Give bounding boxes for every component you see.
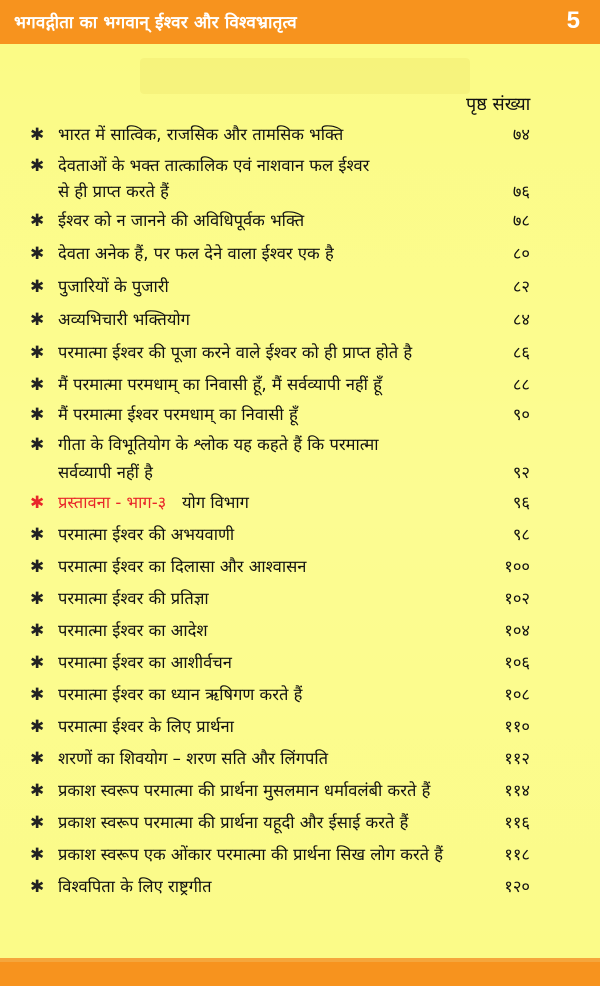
toc-entry-title: मैं परमात्मा परमधाम् का निवासी हूँ, मैं सर्वव्यापी नहीं हूँ (58, 375, 382, 394)
asterisk-bullet-icon: ✱ (30, 493, 45, 513)
toc-entry-title: अव्यभिचारी भक्तियोग (58, 310, 190, 329)
asterisk-bullet-icon: ✱ (30, 557, 45, 577)
toc-entry-title: देवताओं के भक्त तात्कालिक एवं नाशवान फल ईश्वर (58, 156, 370, 175)
toc-entry-page: ११८ (504, 845, 530, 864)
toc-entry-page: ९२ (512, 463, 530, 482)
running-title: भगवद्गीता का भगवान् ईश्वर और विश्वभ्रातृत्व (14, 13, 297, 33)
toc-entry-title: गीता के विभूतियोग के श्लोक यह कहते हैं कि परमात्मा (58, 435, 379, 454)
toc-entry-page: ८८ (512, 375, 530, 394)
toc-entry-page: ८४ (512, 310, 530, 329)
page-header (0, 0, 600, 44)
asterisk-bullet-icon: ✱ (30, 621, 45, 641)
toc-entry-page: ७८ (512, 211, 530, 230)
toc-entry-page: ९० (512, 405, 530, 424)
toc-entry-page: ११० (504, 717, 530, 736)
toc-entry-title: प्रकाश स्वरूप एक ओंकार परमात्मा की प्रार्थना सिख लोग करते हैं (58, 845, 444, 864)
asterisk-bullet-icon: ✱ (30, 813, 45, 833)
toc-entry-page: १२० (504, 877, 530, 896)
toc-entry-title: भारत में सात्विक, राजसिक और तामसिक भक्ति (58, 125, 344, 144)
toc-entry-title: शरणों का शिवयोग – शरण सति और लिंगपति (58, 749, 329, 768)
toc-entry-title: परमात्मा ईश्वर की पूजा करने वाले ईश्वर को ही प्राप्त होते है (58, 343, 413, 362)
asterisk-bullet-icon: ✱ (30, 310, 45, 330)
asterisk-bullet-icon: ✱ (30, 125, 45, 145)
toc-entry-page: ८२ (512, 277, 530, 296)
toc-entry-page: ९८ (512, 525, 530, 544)
asterisk-bullet-icon: ✱ (30, 435, 45, 455)
asterisk-bullet-icon: ✱ (30, 589, 45, 609)
asterisk-bullet-icon: ✱ (30, 717, 45, 737)
toc-entry-page: १०० (504, 557, 530, 576)
asterisk-bullet-icon: ✱ (30, 375, 45, 395)
toc-entry-title: प्रकाश स्वरूप परमात्मा की प्रार्थना यहूदी और ईसाई करते हैं (58, 813, 409, 832)
toc-entry-title: परमात्मा ईश्वर का आदेश (58, 621, 208, 640)
toc-entry-title: विश्वपिता के लिए राष्ट्रगीत (58, 877, 212, 896)
toc-page-column-header: पृष्ठ संख्या (466, 94, 531, 115)
toc-entry-title: परमात्मा ईश्वर का ध्यान ऋषिगण करते हैं (58, 685, 303, 704)
toc-entry-title: परमात्मा ईश्वर की अभयवाणी (58, 525, 235, 544)
asterisk-bullet-icon: ✱ (30, 211, 45, 231)
toc-entry-title: मैं परमात्मा ईश्वर परमधाम् का निवासी हूँ (58, 405, 298, 424)
toc-entry-page: ८० (512, 244, 530, 263)
toc-entry-title-continued: सर्वव्यापी नहीं है (58, 463, 153, 482)
toc-entry-title-continued: से ही प्राप्त करते हैं (58, 182, 169, 201)
toc-entry-title: परमात्मा ईश्वर के लिए प्रार्थना (58, 717, 234, 736)
asterisk-bullet-icon: ✱ (30, 877, 45, 897)
asterisk-bullet-icon: ✱ (30, 845, 45, 865)
page-number: 5 (566, 7, 580, 34)
toc-entry-page: ७४ (512, 125, 530, 144)
toc-section-title (58, 492, 249, 514)
asterisk-bullet-icon: ✱ (30, 405, 45, 425)
toc-entry-page: ७६ (512, 182, 530, 201)
section-subtitle: योग विभाग (181, 493, 249, 512)
toc-entry-page: ११६ (504, 813, 530, 832)
asterisk-bullet-icon: ✱ (30, 749, 45, 769)
toc-entry-title: परमात्मा ईश्वर की प्रतिज्ञा (58, 589, 209, 608)
asterisk-bullet-icon: ✱ (30, 781, 45, 801)
toc-entry-title: परमात्मा ईश्वर का आशीर्वचन (58, 653, 232, 672)
toc-entry-page: ८६ (512, 343, 530, 362)
toc-entry-title: प्रकाश स्वरूप परमात्मा की प्रार्थना मुसलमान धर्मावलंबी करते हैं (58, 781, 431, 800)
footer-bar (0, 962, 600, 986)
toc-entry-page: १०६ (504, 653, 530, 672)
toc-entry-title: देवता अनेक हैं, पर फल देने वाला ईश्वर एक है (58, 244, 334, 263)
section-label: प्रस्तावना - भाग-३ (58, 493, 167, 512)
toc-entry-page: १०२ (504, 589, 530, 608)
toc-entry-page: ११२ (504, 749, 530, 768)
toc-entry-title: पुजारियों के पुजारी (58, 277, 169, 296)
asterisk-bullet-icon: ✱ (30, 244, 45, 264)
asterisk-bullet-icon: ✱ (30, 156, 45, 176)
toc-entry-page: ९६ (512, 493, 530, 512)
asterisk-bullet-icon: ✱ (30, 685, 45, 705)
toc-entry-title: ईश्वर को न जानने की अविधिपूर्वक भक्ति (58, 211, 305, 230)
faded-heading-showthrough (140, 58, 470, 94)
toc-entry-page: ११४ (504, 781, 530, 800)
asterisk-bullet-icon: ✱ (30, 343, 45, 363)
toc-entry-title: परमात्मा ईश्वर का दिलासा और आश्वासन (58, 557, 307, 576)
asterisk-bullet-icon: ✱ (30, 653, 45, 673)
asterisk-bullet-icon: ✱ (30, 525, 45, 545)
toc-entry-page: १०४ (504, 621, 530, 640)
asterisk-bullet-icon: ✱ (30, 277, 45, 297)
toc-entry-page: १०८ (504, 685, 530, 704)
